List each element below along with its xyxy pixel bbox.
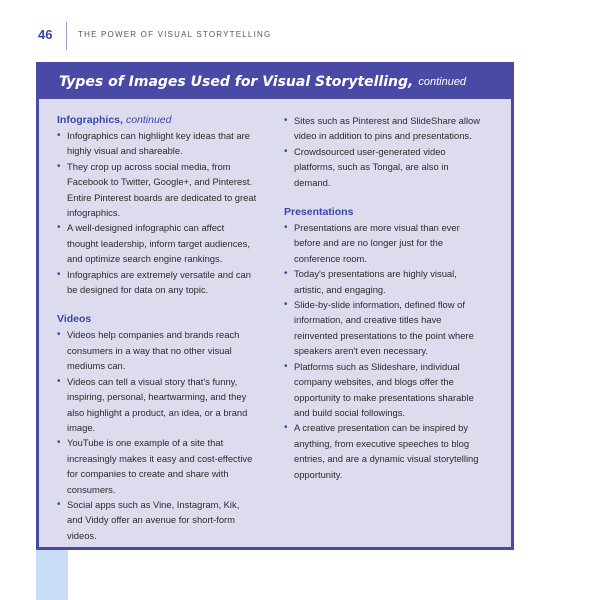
- running-head: THE POWER OF VISUAL STORYTELLING: [78, 30, 272, 39]
- section-heading: [57, 113, 257, 128]
- sidebar-box: [36, 62, 514, 550]
- bullet-text: A well-designed infographic can affect thought leadership, inform target audiences, and optimize search engine rankings.: [67, 222, 250, 265]
- bullet-item: [57, 435, 257, 497]
- header-divider: [66, 22, 67, 50]
- page-number: 46: [38, 27, 53, 42]
- bullet-item: [57, 327, 257, 373]
- left-column: [57, 113, 257, 558]
- section-presentations: [284, 205, 484, 482]
- bullet-text: Today's presentations are highly visual, artistic, and engaging.: [294, 268, 457, 295]
- bullet-text: Social apps such as Vine, Instagram, Kik, and Viddy offer an avenue for short-form videos.: [67, 498, 240, 541]
- bullet-dot-icon: •: [284, 360, 288, 372]
- bullet-item: [284, 144, 484, 190]
- bullet-item: [284, 266, 484, 297]
- bullet-list: [284, 113, 484, 190]
- bullet-item: [284, 420, 484, 482]
- bullet-item: [284, 220, 484, 266]
- bullet-text: They crop up across social media, from Facebook to Twitter, Google+, and Pinterest. Entire Pinterest boards are dedicated to great infographics.: [67, 160, 257, 219]
- section-infographics: [57, 113, 257, 297]
- bullet-dot-icon: •: [57, 222, 61, 234]
- bullet-text: A creative presentation can be inspired by anything, from executive speeches to blog entries, and are a dynamic visual storytelling opportunity.: [294, 422, 479, 480]
- section-videos: [57, 312, 257, 543]
- bullet-dot-icon: •: [284, 115, 288, 126]
- bullet-dot-icon: •: [57, 130, 61, 141]
- section-videos-continued: [284, 113, 484, 190]
- bullet-item: [57, 497, 257, 543]
- bullet-text: Infographics can highlight key ideas that are highly visual and shareable.: [67, 130, 250, 157]
- bullet-item: [284, 359, 484, 421]
- bullet-dot-icon: •: [57, 437, 61, 449]
- section-heading: Videos: [57, 313, 92, 326]
- bullet-list: [284, 220, 484, 482]
- bullet-text: YouTube is one example of a site that increasingly makes it easy and cost-effective for companies to create and share with consumers.: [67, 437, 253, 495]
- bullet-item: [284, 113, 484, 144]
- bullet-text: Videos help companies and brands reach consumers in a way that no other visual mediums can.: [67, 329, 240, 372]
- section-heading: Presentations: [284, 206, 354, 219]
- bullet-dot-icon: •: [57, 268, 61, 280]
- bullet-item: [57, 159, 257, 221]
- box-header: [39, 65, 511, 99]
- bullet-list: [57, 327, 257, 543]
- bullet-dot-icon: •: [284, 299, 288, 311]
- heading-text: Infographics,: [57, 114, 123, 126]
- bullet-item: [57, 220, 257, 266]
- bullet-text: Platforms such as Slideshare, individual company websites, and blogs offer the opportunity to make presentations sharable and build social followings.: [294, 360, 474, 418]
- bullet-dot-icon: •: [57, 375, 61, 387]
- bullet-text: Slide-by-slide information, defined flow of information, and creative titles have reinvented presentations to the point where speakers aren't even necessary.: [294, 299, 474, 357]
- bullet-item: [57, 374, 257, 436]
- bullet-item: [284, 297, 484, 359]
- bullet-dot-icon: •: [284, 145, 288, 157]
- bullet-item: [57, 267, 257, 298]
- bullet-dot-icon: •: [57, 329, 61, 341]
- bullet-text: Videos can tell a visual story that's funny, inspiring, personal, heartwarming, and they also highlight a product, an idea, or a brand image.: [67, 375, 248, 433]
- bullet-item: [57, 128, 257, 159]
- right-column: [284, 113, 484, 497]
- bullet-dot-icon: •: [284, 422, 288, 434]
- bullet-text: Infographics are extremely versatile and can be designed for data on any topic.: [67, 268, 251, 296]
- bullet-text: Presentations are more visual than ever before and are no longer just for the conference room.: [294, 222, 460, 264]
- bullet-text: Sites such as Pinterest and SlideShare allow video in addition to pins and presentations.: [294, 115, 481, 142]
- bullet-dot-icon: •: [57, 160, 61, 172]
- box-title-continued: continued: [418, 76, 467, 88]
- bullet-text: Crowdsourced user-generated video platforms, such as Tongal, are also in demand.: [294, 145, 449, 188]
- heading-continued: continued: [125, 114, 172, 126]
- box-title: Types of Images Used for Visual Storytelling,: [59, 74, 414, 90]
- bullet-dot-icon: •: [284, 222, 288, 234]
- bullet-dot-icon: •: [57, 498, 61, 510]
- bullet-dot-icon: •: [284, 268, 288, 280]
- bullet-list: [57, 128, 257, 297]
